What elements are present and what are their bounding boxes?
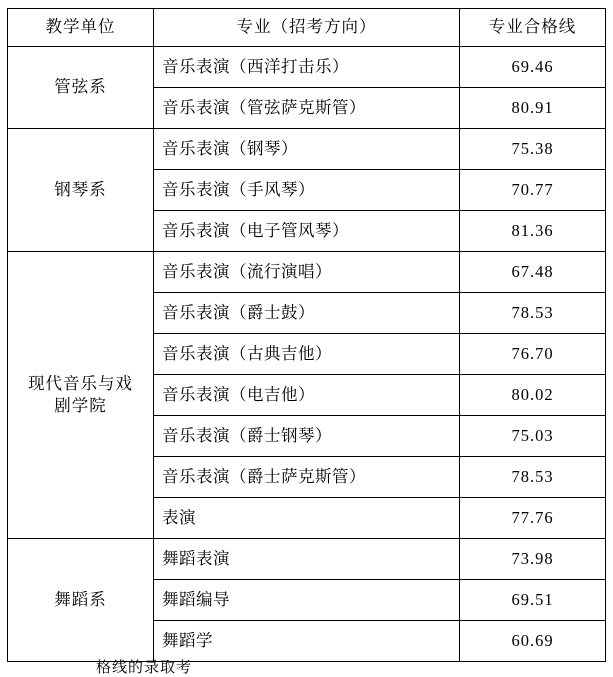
score-cell: 75.38 <box>460 129 606 170</box>
footnote-text: 格线的录取考 <box>96 660 193 676</box>
major-cell: 音乐表演（钢琴） <box>154 129 460 170</box>
major-cell: 舞蹈编导 <box>154 580 460 621</box>
column-header-major: 专业（招考方向） <box>154 9 460 47</box>
table-row <box>8 129 606 170</box>
table-row <box>8 252 606 293</box>
unit-cell-piano <box>8 129 154 252</box>
score-cell: 77.76 <box>460 498 606 539</box>
major-cell: 舞蹈表演 <box>154 539 460 580</box>
unit-label-line: 剧学院 <box>54 396 107 415</box>
major-cell: 音乐表演（电子管风琴） <box>154 211 460 252</box>
major-cell: 音乐表演（爵士钢琴） <box>154 416 460 457</box>
score-table-container <box>7 8 605 662</box>
major-cell: 音乐表演（管弦萨克斯管） <box>154 88 460 129</box>
major-cell: 音乐表演（电吉他） <box>154 375 460 416</box>
major-cell: 音乐表演（爵士萨克斯管） <box>154 457 460 498</box>
score-cell: 80.91 <box>460 88 606 129</box>
table-row <box>8 47 606 88</box>
score-cell: 73.98 <box>460 539 606 580</box>
score-cell: 67.48 <box>460 252 606 293</box>
score-cell: 69.46 <box>460 47 606 88</box>
score-cell: 69.51 <box>460 580 606 621</box>
major-cell: 音乐表演（手风琴） <box>154 170 460 211</box>
unit-label-line: 舞蹈系 <box>54 589 107 609</box>
unit-cell-orchestra <box>8 47 154 129</box>
major-cell: 音乐表演（西洋打击乐） <box>154 47 460 88</box>
table-header-row <box>8 9 606 47</box>
major-cell: 音乐表演（古典吉他） <box>154 334 460 375</box>
unit-cell-dance <box>8 539 154 662</box>
score-cell: 60.69 <box>460 621 606 662</box>
major-cell: 舞蹈学 <box>154 621 460 662</box>
major-cell: 表演 <box>154 498 460 539</box>
unit-cell-modern-music-drama <box>8 252 154 539</box>
professional-qualification-score-table <box>7 8 606 662</box>
score-cell: 78.53 <box>460 457 606 498</box>
unit-label-line: 现代音乐与戏 <box>28 373 133 393</box>
unit-label-line: 管弦系 <box>54 77 107 97</box>
score-cell: 81.36 <box>460 211 606 252</box>
score-cell: 70.77 <box>460 170 606 211</box>
score-cell: 80.02 <box>460 375 606 416</box>
major-cell: 音乐表演（流行演唱） <box>154 252 460 293</box>
column-header-score: 专业合格线 <box>460 9 606 47</box>
score-cell: 76.70 <box>460 334 606 375</box>
column-header-unit: 教学单位 <box>8 9 154 47</box>
score-cell: 78.53 <box>460 293 606 334</box>
unit-label-line: 钢琴系 <box>54 179 107 199</box>
table-row <box>8 539 606 580</box>
score-cell: 75.03 <box>460 416 606 457</box>
major-cell: 音乐表演（爵士鼓） <box>154 293 460 334</box>
